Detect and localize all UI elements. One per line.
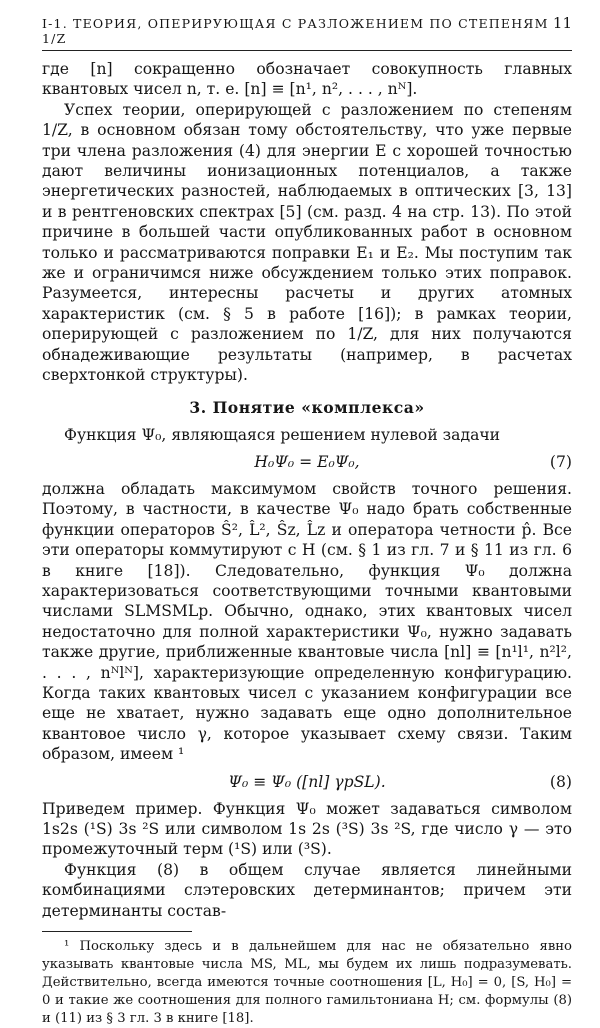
running-title: I-1. ТЕОРИЯ, ОПЕРИРУЮЩАЯ С РАЗЛОЖЕНИЕМ ПО СТЕПЕНЯМ 1/Z [42,16,549,46]
equation-7-body: H₀Ψ₀ = E₀Ψ₀, [254,452,360,471]
paragraph-3: Функция Ψ₀, являющаяся решением нулевой задачи [64,425,501,444]
paragraph-2: Успех теории, оперирующей с разложением по степеням 1/Z, в основном обязан тому обстоятельству, что уже первые три члена разложения (4) для энергии E с хорошей точностью дают величины ионизационных потенциалов, а также энергетических разностей, наблюдаемых в оптических [3, 13] и в рентгеновских спектрах [5] (см. разд. 4 на стр. 13). По этой причине в большей части опубликованных работ в основном только и рассматриваются поправки E₁ и E₂. Мы поступим так же и ограничимся ниже обсуждением только этих поправок. Разумеется, интересны расчеты и других атомных характеристик (см. § 5 в работе [16]); в рамках теории, оперирующей с разложением по 1/Z, для них получаются обнадеживающие результаты (например, в расчетах сверхтонкой структуры). [42,100,572,385]
equation-7-number: (7) [549,452,572,471]
equation-8-number: (8) [549,772,572,791]
footnote-1: ¹ Поскольку здесь и в дальнейшем для нас не обязательно явно указывать квантовые числа MS, ML, мы будем их лишь подразумевать. Действительно, всегда имеются точные соотношения [L, H₀] = 0, [S, H₀] = 0 и такие же соотношения для полного гамильтониана H; см. формулы (8) и (11) из § 3 гл. 3 в книге [18]. [42,939,572,1027]
section-heading: 3. Понятие «комплекса» [189,397,425,417]
equation-8-body: Ψ₀ ≡ Ψ₀ ([nl] γpSL). [228,772,386,791]
page-number: 11 [552,14,572,32]
footnote-divider [42,931,192,932]
running-header [42,14,572,51]
equation-8 [42,771,572,793]
equation-7 [42,451,572,473]
book-page [42,14,572,1028]
paragraph-5: Приведем пример. Функция Ψ₀ может задаваться символом 1s2s (¹S) 3s ²S или символом 1s 2s (³S) 3s ²S, где число γ — это промежуточный терм (¹S) или (³S). [42,799,572,859]
paragraph-4: должна обладать максимумом свойств точного решения. Поэтому, в частности, в качестве Ψ₀ надо брать собственные функции операторов Ŝ², L̂², Ŝz, L̂z и оператора четности p̂. Все эти операторы коммутируют с H (см. § 1 из гл. 7 и § 11 из гл. 6 в книге [18]). Следовательно, функция Ψ₀ должна характеризоваться соответствующими точными квантовыми числами SLMSMLp. Обычно, однако, этих квантовых чисел недостаточно для полной характеристики Ψ₀, нужно задавать также другие, приближенные квантовые числа [nl] ≡ [n¹l¹, n²l², . . . , nᴺlᴺ], характеризующие определенную конфигурацию. Когда таких квантовых чисел с указанием конфигурации все еще не хватает, нужно задавать еще одно дополнительное квантовое число γ, которое указывает схему связи. Таким образом, имеем ¹ [42,479,572,764]
paragraph-6: Функция (8) в общем случае является линейными комбинациями слэтеровских детерминантов; причем эти детерминанты состав- [42,860,572,920]
paragraph-1: где [n] сокращенно обозначает совокупность главных квантовых чисел n, т. е. [n] ≡ [n¹, n², . . . , nᴺ]. [42,60,572,99]
